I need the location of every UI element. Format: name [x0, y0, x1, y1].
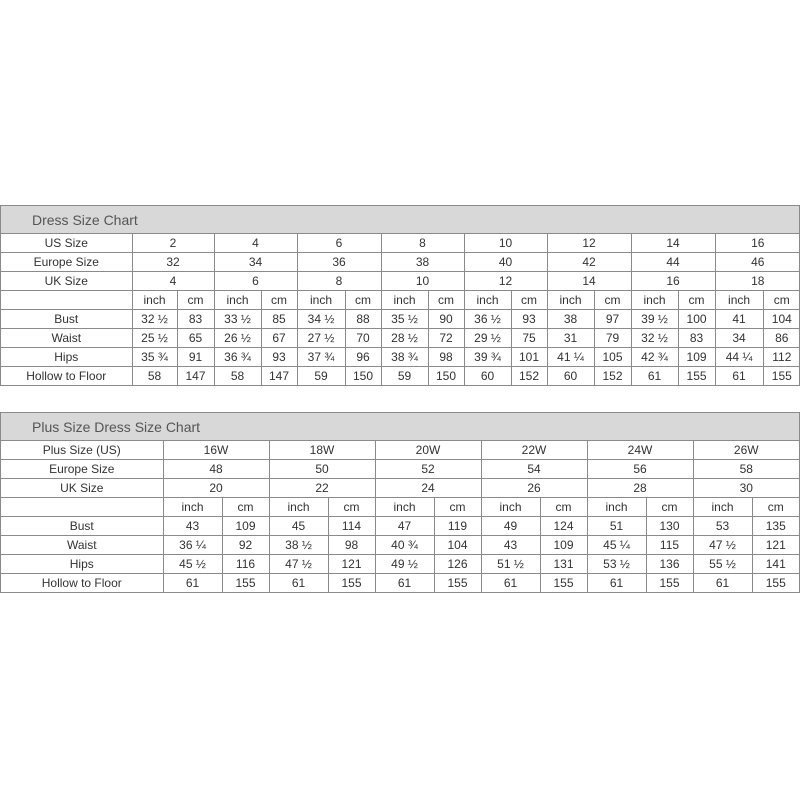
measurement-cell: 39 ½ [631, 310, 678, 329]
unit-cm: cm [345, 291, 381, 310]
measurement-row [1, 574, 799, 593]
measurement-cell: 70 [345, 329, 381, 348]
row-label: Hollow to Floor [1, 367, 132, 386]
measurement-cell: 93 [511, 310, 547, 329]
measurement-cell: 61 [587, 574, 646, 593]
measurement-cell: 51 [587, 517, 646, 536]
unit-cm: cm [540, 498, 587, 517]
measurement-cell: 67 [261, 329, 297, 348]
size-cell: 50 [269, 460, 375, 479]
measurement-cell: 31 [547, 329, 594, 348]
row-label: UK Size [1, 479, 163, 498]
measurement-cell: 155 [646, 574, 693, 593]
unit-cm: cm [511, 291, 547, 310]
measurement-cell: 59 [297, 367, 345, 386]
measurement-cell: 124 [540, 517, 587, 536]
measurement-cell: 101 [511, 348, 547, 367]
measurement-cell: 41 [715, 310, 763, 329]
measurement-cell: 35 ½ [381, 310, 428, 329]
measurement-cell: 155 [328, 574, 375, 593]
measurement-cell: 115 [646, 536, 693, 555]
measurement-cell: 61 [715, 367, 763, 386]
measurement-cell: 155 [678, 367, 715, 386]
measurement-cell: 155 [434, 574, 481, 593]
measurement-cell: 58 [214, 367, 261, 386]
measurement-cell: 131 [540, 555, 587, 574]
measurement-cell: 36 ¼ [163, 536, 222, 555]
size-cell: 36 [297, 253, 381, 272]
measurement-cell: 45 [269, 517, 328, 536]
dress-size-chart [0, 205, 800, 386]
unit-row [1, 291, 800, 310]
measurement-cell: 155 [222, 574, 269, 593]
size-cell: 8 [381, 234, 464, 253]
size-cell: 44 [631, 253, 715, 272]
measurement-cell: 150 [428, 367, 464, 386]
size-row [1, 479, 799, 498]
size-row [1, 272, 800, 291]
measurement-cell: 75 [511, 329, 547, 348]
unit-inch: inch [481, 498, 540, 517]
unit-cm: cm [594, 291, 631, 310]
unit-cm: cm [261, 291, 297, 310]
size-cell: 4 [214, 234, 297, 253]
measurement-cell: 35 ¾ [132, 348, 177, 367]
measurement-cell: 109 [678, 348, 715, 367]
measurement-cell: 147 [177, 367, 214, 386]
measurement-cell: 112 [763, 348, 800, 367]
measurement-cell: 86 [763, 329, 800, 348]
measurement-cell: 116 [222, 555, 269, 574]
measurement-cell: 147 [261, 367, 297, 386]
measurement-cell: 33 ½ [214, 310, 261, 329]
measurement-row [1, 367, 800, 386]
unit-inch: inch [547, 291, 594, 310]
measurement-cell: 91 [177, 348, 214, 367]
measurement-cell: 61 [163, 574, 222, 593]
size-cell: 6 [214, 272, 297, 291]
unit-inch: inch [163, 498, 222, 517]
unit-inch: inch [269, 498, 328, 517]
measurement-cell: 25 ½ [132, 329, 177, 348]
measurement-cell: 83 [678, 329, 715, 348]
measurement-cell: 49 [481, 517, 540, 536]
size-cell: 12 [547, 234, 631, 253]
measurement-cell: 114 [328, 517, 375, 536]
measurement-cell: 83 [177, 310, 214, 329]
size-cell: 10 [464, 234, 547, 253]
measurement-cell: 150 [345, 367, 381, 386]
size-row [1, 441, 799, 460]
size-row [1, 253, 800, 272]
size-cell: 22 [269, 479, 375, 498]
measurement-cell: 38 ¾ [381, 348, 428, 367]
row-label: US Size [1, 234, 132, 253]
measurement-cell: 61 [375, 574, 434, 593]
measurement-cell: 43 [481, 536, 540, 555]
measurement-cell: 59 [381, 367, 428, 386]
measurement-cell: 121 [752, 536, 799, 555]
measurement-cell: 121 [328, 555, 375, 574]
row-label: Europe Size [1, 253, 132, 272]
measurement-cell: 51 ½ [481, 555, 540, 574]
measurement-cell: 135 [752, 517, 799, 536]
unit-inch: inch [214, 291, 261, 310]
row-label: Hips [1, 348, 132, 367]
unit-inch: inch [297, 291, 345, 310]
measurement-cell: 105 [594, 348, 631, 367]
measurement-cell: 39 ¾ [464, 348, 511, 367]
blank-cell [1, 291, 132, 310]
measurement-row [1, 329, 800, 348]
measurement-cell: 104 [434, 536, 481, 555]
unit-inch: inch [587, 498, 646, 517]
size-row [1, 234, 800, 253]
measurement-cell: 93 [261, 348, 297, 367]
measurement-cell: 109 [222, 517, 269, 536]
size-cell: 20 [163, 479, 269, 498]
measurement-cell: 47 ½ [269, 555, 328, 574]
measurement-cell: 88 [345, 310, 381, 329]
plus-size-dress-chart [0, 412, 800, 593]
size-cell: 16 [715, 234, 800, 253]
measurement-cell: 34 [715, 329, 763, 348]
measurement-cell: 152 [594, 367, 631, 386]
unit-cm: cm [434, 498, 481, 517]
chart-title: Plus Size Dress Size Chart [1, 413, 799, 441]
dress-size-table [1, 234, 800, 385]
measurement-cell: 26 ½ [214, 329, 261, 348]
row-label: Plus Size (US) [1, 441, 163, 460]
size-cell: 26W [693, 441, 799, 460]
measurement-cell: 98 [428, 348, 464, 367]
unit-cm: cm [177, 291, 214, 310]
measurement-cell: 61 [481, 574, 540, 593]
size-cell: 16 [631, 272, 715, 291]
measurement-cell: 34 ½ [297, 310, 345, 329]
measurement-row [1, 310, 800, 329]
blank-cell [1, 498, 163, 517]
size-cell: 42 [547, 253, 631, 272]
plus-size-table [1, 441, 799, 592]
measurement-cell: 55 ½ [693, 555, 752, 574]
unit-inch: inch [631, 291, 678, 310]
unit-cm: cm [428, 291, 464, 310]
size-cell: 6 [297, 234, 381, 253]
row-label: Europe Size [1, 460, 163, 479]
size-cell: 18 [715, 272, 800, 291]
measurement-cell: 49 ½ [375, 555, 434, 574]
measurement-cell: 58 [132, 367, 177, 386]
measurement-row [1, 517, 799, 536]
unit-cm: cm [328, 498, 375, 517]
unit-cm: cm [222, 498, 269, 517]
measurement-cell: 53 ½ [587, 555, 646, 574]
measurement-cell: 119 [434, 517, 481, 536]
size-cell: 46 [715, 253, 800, 272]
measurement-cell: 38 [547, 310, 594, 329]
row-label: UK Size [1, 272, 132, 291]
size-cell: 16W [163, 441, 269, 460]
measurement-cell: 47 [375, 517, 434, 536]
measurement-cell: 29 ½ [464, 329, 511, 348]
measurement-cell: 90 [428, 310, 464, 329]
size-cell: 26 [481, 479, 587, 498]
size-cell: 8 [297, 272, 381, 291]
size-cell: 12 [464, 272, 547, 291]
size-cell: 18W [269, 441, 375, 460]
size-cell: 38 [381, 253, 464, 272]
measurement-cell: 60 [464, 367, 511, 386]
unit-inch: inch [375, 498, 434, 517]
measurement-cell: 47 ½ [693, 536, 752, 555]
unit-row [1, 498, 799, 517]
row-label: Waist [1, 329, 132, 348]
size-cell: 40 [464, 253, 547, 272]
measurement-row [1, 536, 799, 555]
size-cell: 30 [693, 479, 799, 498]
measurement-cell: 92 [222, 536, 269, 555]
measurement-cell: 65 [177, 329, 214, 348]
measurement-cell: 45 ¼ [587, 536, 646, 555]
measurement-cell: 41 ¼ [547, 348, 594, 367]
measurement-cell: 43 [163, 517, 222, 536]
measurement-cell: 61 [693, 574, 752, 593]
unit-inch: inch [381, 291, 428, 310]
size-cell: 48 [163, 460, 269, 479]
measurement-cell: 152 [511, 367, 547, 386]
size-cell: 14 [547, 272, 631, 291]
unit-inch: inch [715, 291, 763, 310]
row-label: Hollow to Floor [1, 574, 163, 593]
measurement-row [1, 555, 799, 574]
measurement-cell: 136 [646, 555, 693, 574]
measurement-cell: 104 [763, 310, 800, 329]
chart-title: Dress Size Chart [1, 206, 799, 234]
unit-inch: inch [464, 291, 511, 310]
measurement-cell: 36 ½ [464, 310, 511, 329]
unit-cm: cm [752, 498, 799, 517]
measurement-cell: 61 [631, 367, 678, 386]
measurement-cell: 45 ½ [163, 555, 222, 574]
measurement-cell: 155 [763, 367, 800, 386]
measurement-cell: 130 [646, 517, 693, 536]
size-cell: 34 [214, 253, 297, 272]
row-label: Bust [1, 310, 132, 329]
unit-cm: cm [646, 498, 693, 517]
measurement-cell: 141 [752, 555, 799, 574]
size-cell: 20W [375, 441, 481, 460]
measurement-cell: 32 ½ [631, 329, 678, 348]
measurement-cell: 96 [345, 348, 381, 367]
size-row [1, 460, 799, 479]
measurement-cell: 109 [540, 536, 587, 555]
size-cell: 56 [587, 460, 693, 479]
measurement-cell: 126 [434, 555, 481, 574]
size-cell: 4 [132, 272, 214, 291]
measurement-cell: 37 ¾ [297, 348, 345, 367]
measurement-cell: 79 [594, 329, 631, 348]
row-label: Waist [1, 536, 163, 555]
unit-cm: cm [678, 291, 715, 310]
row-label: Hips [1, 555, 163, 574]
unit-cm: cm [763, 291, 800, 310]
measurement-cell: 27 ½ [297, 329, 345, 348]
measurement-cell: 42 ¾ [631, 348, 678, 367]
measurement-cell: 61 [269, 574, 328, 593]
measurement-cell: 97 [594, 310, 631, 329]
size-cell: 14 [631, 234, 715, 253]
measurement-cell: 155 [540, 574, 587, 593]
size-cell: 24 [375, 479, 481, 498]
measurement-cell: 44 ¼ [715, 348, 763, 367]
size-cell: 22W [481, 441, 587, 460]
size-cell: 54 [481, 460, 587, 479]
row-label: Bust [1, 517, 163, 536]
size-cell: 58 [693, 460, 799, 479]
measurement-cell: 98 [328, 536, 375, 555]
size-cell: 28 [587, 479, 693, 498]
size-cell: 24W [587, 441, 693, 460]
measurement-cell: 32 ½ [132, 310, 177, 329]
size-cell: 10 [381, 272, 464, 291]
measurement-cell: 53 [693, 517, 752, 536]
unit-inch: inch [693, 498, 752, 517]
measurement-cell: 38 ½ [269, 536, 328, 555]
unit-inch: inch [132, 291, 177, 310]
measurement-cell: 36 ¾ [214, 348, 261, 367]
size-cell: 52 [375, 460, 481, 479]
measurement-cell: 72 [428, 329, 464, 348]
measurement-cell: 155 [752, 574, 799, 593]
measurement-cell: 28 ½ [381, 329, 428, 348]
measurement-cell: 100 [678, 310, 715, 329]
measurement-cell: 40 ¾ [375, 536, 434, 555]
measurement-row [1, 348, 800, 367]
measurement-cell: 60 [547, 367, 594, 386]
measurement-cell: 85 [261, 310, 297, 329]
size-cell: 2 [132, 234, 214, 253]
size-cell: 32 [132, 253, 214, 272]
